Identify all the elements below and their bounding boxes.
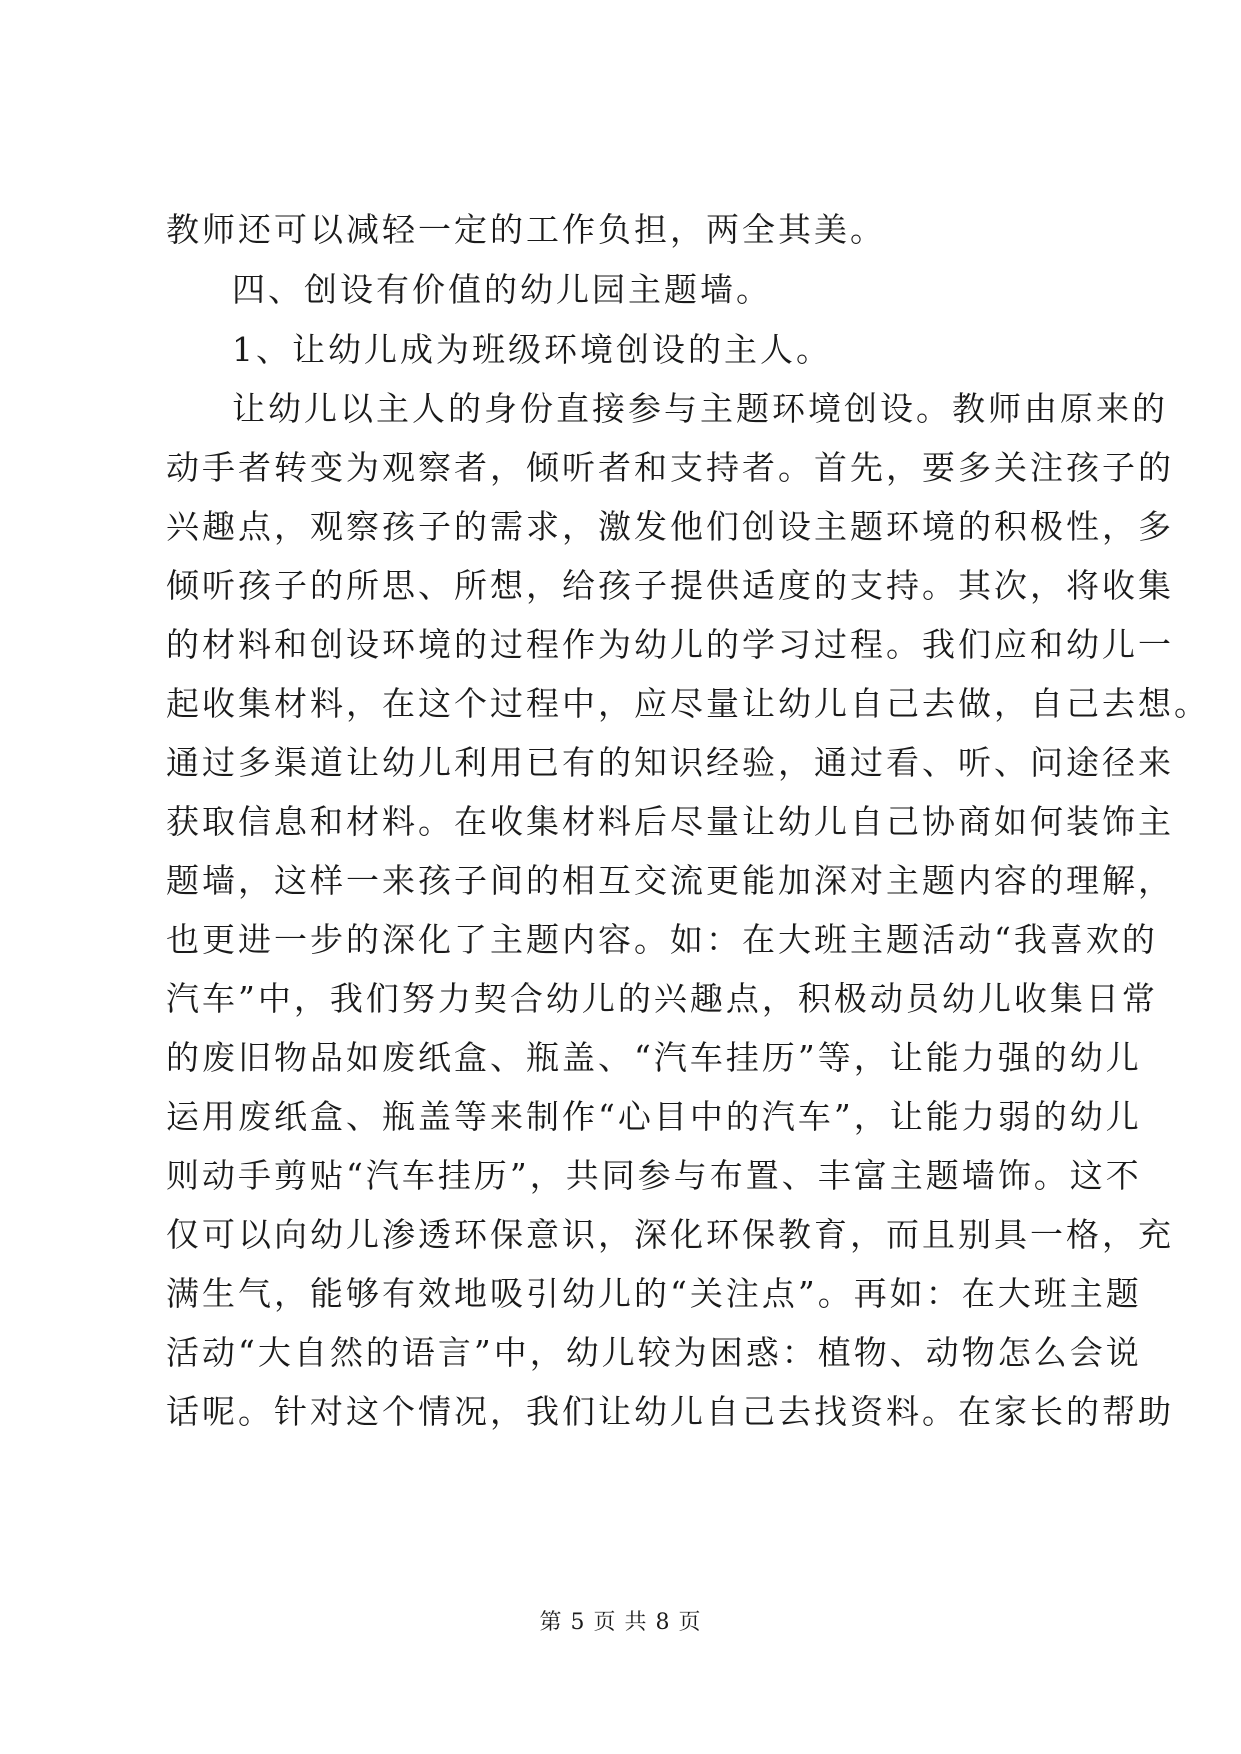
page-footer: [0, 1608, 1241, 1638]
subsection-heading: 1、让幼儿成为班级环境创设的主人。: [232, 330, 832, 369]
section-heading: 四、创设有价值的幼儿园主题墙。: [232, 270, 772, 309]
text-line: 通过多渠道让幼儿利用已有的知识经验，通过看、听、问途径来: [166, 743, 1174, 782]
text-line: 的废旧物品如废纸盒、瓶盖、“汽车挂历”等，让能力强的幼儿: [166, 1038, 1142, 1077]
text-line: 汽车”中，我们努力契合幼儿的兴趣点，积极动员幼儿收集日常: [166, 979, 1158, 1018]
text-line: 仅可以向幼儿渗透环保意识，深化环保教育，而且别具一格，充: [166, 1215, 1174, 1254]
text-line: 动手者转变为观察者，倾听者和支持者。首先，要多关注孩子的: [166, 448, 1174, 487]
text-line: 运用废纸盒、瓶盖等来制作“心目中的汽车”，让能力弱的幼儿: [166, 1097, 1142, 1136]
text-line: 满生气，能够有效地吸引幼儿的“关注点”。再如：在大班主题: [166, 1274, 1142, 1313]
text-line: 起收集材料，在这个过程中，应尽量让幼儿自己去做，自己去想。: [166, 684, 1210, 723]
text-line: 兴趣点，观察孩子的需求，激发他们创设主题环境的积极性，多: [166, 507, 1174, 546]
text-line: 则动手剪贴“汽车挂历”，共同参与布置、丰富主题墙饰。这不: [166, 1156, 1142, 1195]
text-line: 话呢。针对这个情况，我们让幼儿自己去找资料。在家长的帮助: [166, 1392, 1174, 1431]
text-line: 也更进一步的深化了主题内容。如：在大班主题活动“我喜欢的: [166, 920, 1158, 959]
text-line: 倾听孩子的所思、所想，给孩子提供适度的支持。其次，将收集: [166, 566, 1174, 605]
text-line: 活动“大自然的语言”中，幼儿较为困惑：植物、动物怎么会说: [166, 1333, 1142, 1372]
text-line: 获取信息和材料。在收集材料后尽量让幼儿自己协商如何装饰主: [166, 802, 1174, 841]
text-line: 的材料和创设环境的过程作为幼儿的学习过程。我们应和幼儿一: [166, 625, 1174, 664]
text-line: 教师还可以减轻一定的工作负担，两全其美。: [166, 210, 886, 249]
paragraph-first-line: 让幼儿以主人的身份直接参与主题环境创设。教师由原来的: [232, 389, 1168, 428]
text-line: 题墙，这样一来孩子间的相互交流更能加深对主题内容的理解，: [166, 861, 1174, 900]
page-number-label: 第 5 页 共 8 页: [539, 1610, 702, 1635]
